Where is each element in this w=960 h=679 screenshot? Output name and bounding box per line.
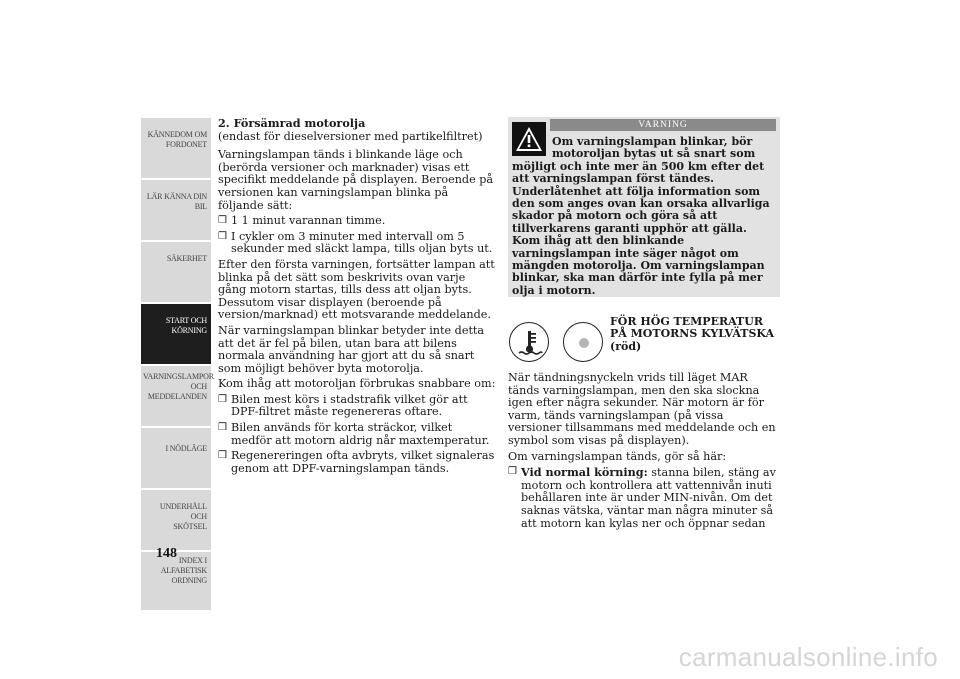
paragraph: Kom ihåg att motoroljan förbrukas snabbare om:	[218, 377, 496, 391]
list-item	[508, 466, 780, 530]
indicator-icons	[507, 318, 607, 366]
bullet-icon: ❒	[218, 230, 227, 242]
paragraph: När tändningsnyckeln vrids till läget MAR tänds varningslampan, men den ska slockna igen efter några sekunder. När motorn är för varm, tänds varningslampan (på vissa versioner tillsammans med meddelande och en symbol som visas på displayen).	[508, 371, 776, 447]
heading-text: FÖR HÖG TEMPERATUR PÅ MOTORNS KYLVÄTSKA	[610, 315, 775, 341]
list-item	[218, 215, 496, 228]
page-number: 148	[156, 546, 177, 561]
tab-kannedom-om-fordonet[interactable]	[141, 118, 211, 180]
tab-label: KÄNNEDOM OM FORDONET	[147, 130, 207, 149]
warning-text-first: Om varningslampan blinkar, bör motoroljan bytas ut så snart som	[552, 135, 756, 161]
tab-label: VARNINGSLAMPOR OCH MEDDELANDEN	[143, 372, 214, 401]
tab-label: UNDERHÅLL OCH SKÖTSEL	[159, 502, 207, 531]
tab-lar-kanna-din-bil[interactable]	[141, 180, 211, 242]
list-item	[218, 450, 496, 475]
tab-underhall-och-skotsel[interactable]	[141, 490, 211, 552]
list-item-text: 1 1 minut varannan timme.	[231, 214, 386, 228]
indicator-light-icon	[563, 322, 603, 362]
warning-header: VARNING	[550, 119, 776, 131]
left-column	[218, 117, 496, 478]
tab-sakerhet[interactable]	[141, 242, 211, 304]
paragraph: Varningslampan tänds i blinkande läge och (berörda versioner och marknader) visas ett specifikt meddelande på displayen. Beroende på versionen kan varningslampan blinka på följande sätt:	[218, 148, 494, 212]
paragraph: Om varningslampan tänds, gör så här:	[508, 449, 727, 463]
tab-label: INDEX I ALFABETISK ORDNING	[160, 556, 207, 585]
list-item-text: Bilen används för korta sträckor, vilket medför att motorn aldrig når maxtemperatur.	[231, 421, 490, 447]
bullet-rest: stanna bilen, stäng av motorn och kontrollera att vattennivån inuti behållaren inte är under MIN-nivån. Om det saknas vätska, väntar man några minuter så att motorn kan kylas ner och öppnar sedan	[521, 466, 776, 530]
paragraph: När varningslampan blinkar betyder inte detta att det är fel på bilen, utan bara att bilens normala användning har gjort att du så snart som möjligt behöver byta motorolja.	[218, 323, 485, 375]
warning-text-rest: möjligt och inte mer än 500 km efter det att varningslampan först tändes. Underlåtenhet att följa information som den som anges ovan kan orsaka allvarliga skador på motorn och göra så att tillverkarens garanti upphör att gälla. Kom ihåg att den blinkande varningslampan inte säger något om mängden motorolja. Om varningslampan blinkar, ska man därför inte fylla på mer olja i motorn.	[512, 159, 770, 297]
tab-label: SÄKERHET	[166, 254, 207, 263]
list-item-text: Bilen mest körs i stadstrafik vilket gör att DPF-filtret måste regenereras oftare.	[231, 392, 468, 419]
tab-i-nodlage[interactable]	[141, 428, 211, 490]
warning-text	[512, 136, 776, 297]
bullet-bold: Vid normal körning:	[521, 465, 648, 480]
paragraph: Efter den första varningen, fortsätter lampan att blinka på det sätt som beskrivits ovan varje gång motorn startas, tills dess att oljan byts. Dessutom visar displayen (beroende på version/marknad) ett motsvarande meddelande.	[218, 257, 495, 322]
heading-text: 2. Försämrad motorolja	[218, 116, 366, 130]
tab-label: START OCH KÖRNING	[165, 316, 207, 335]
section-heading	[218, 117, 496, 143]
tab-start-och-korning[interactable]	[141, 304, 211, 366]
right-column	[508, 372, 780, 533]
tab-label: LÄR KÄNNA DIN BIL	[146, 192, 207, 211]
list-item-text: Regenereringen ofta avbryts, vilket signaleras genom att DPF-varningslampan tänds.	[231, 449, 495, 475]
coolant-section-heading	[610, 316, 780, 353]
coolant-temperature-icon	[509, 322, 549, 362]
watermark: carmanualsonline.info	[678, 642, 938, 672]
tab-varningslampor[interactable]	[141, 366, 214, 428]
list-item-text: I cykler om 3 minuter med intervall om 5 sekunder med släckt lampa, tills oljan byts ut.	[231, 229, 493, 256]
bullet-icon: ❒	[508, 466, 517, 478]
bullet-icon: ❒	[218, 215, 227, 227]
bullet-icon: ❒	[218, 450, 227, 462]
bullet-icon: ❒	[218, 422, 227, 434]
list-item	[218, 231, 496, 256]
list-item	[218, 422, 496, 447]
list-item-text	[521, 466, 780, 530]
tab-label: I NÖDLÄGE	[165, 444, 207, 453]
heading-note: (röd)	[610, 339, 642, 353]
bullet-icon: ❒	[218, 393, 227, 405]
subheading-text: (endast för dieselversioner med partikelfiltret)	[218, 129, 483, 143]
list-item	[218, 394, 496, 419]
